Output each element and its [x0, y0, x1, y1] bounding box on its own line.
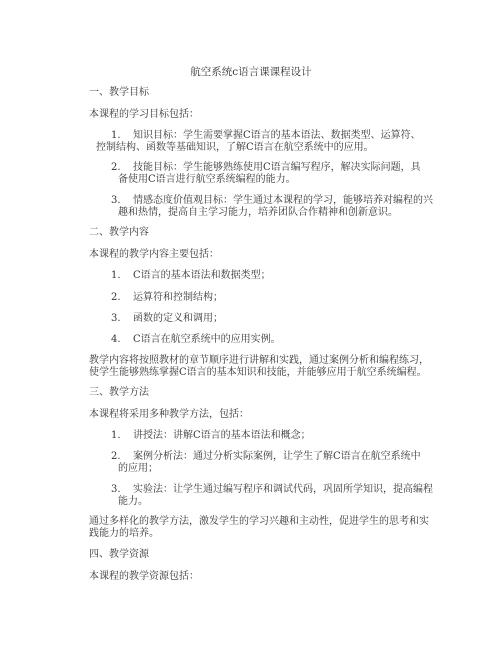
list-item-number: 1.: [111, 270, 121, 281]
list-item-text: 函数的定义和调用；: [133, 313, 223, 324]
list-item-number: 2.: [111, 451, 121, 462]
paragraph-line: 践能力的培养。: [89, 528, 159, 539]
paragraph-line: 通过多样化的教学方法，激发学生的学习兴趣和主动性，促进学生的思考和实: [89, 516, 429, 527]
list-item: [111, 334, 281, 346]
list-item: [111, 451, 421, 463]
list-item: [111, 484, 433, 496]
list-item-text: 讲授法：讲解C语言的基本语法和概念；: [133, 430, 311, 441]
list-item-number: 3.: [111, 484, 121, 495]
section-intro: 本课程的教学资源包括：: [89, 571, 199, 582]
document-title: 航空系统c语言课课程设计: [190, 66, 312, 78]
section-intro: 本课程的教学内容主要包括：: [89, 249, 219, 260]
list-item: [111, 430, 311, 442]
section-intro: 本课程将采用多种教学方法，包括：: [89, 409, 249, 420]
list-item-number: 4.: [111, 334, 121, 345]
list-item-continuation: 控制结构、函数等基础知识，了解C语言在航空系统中的应用。: [96, 142, 374, 153]
list-item-number: 3.: [111, 313, 121, 324]
list-item-text: 情感态度价值观目标：学生通过本课程的学习，能够培养对编程的兴: [133, 195, 433, 206]
list-item-text: C语言在航空系统中的应用实例。: [133, 334, 281, 345]
list-item-text: 案例分析法：通过分析实际案例，让学生了解C语言在航空系统中: [133, 451, 421, 462]
list-item: [111, 130, 421, 142]
section-heading: 一、教学目标: [89, 87, 149, 98]
section-heading: 二、教学内容: [89, 227, 149, 238]
list-item-continuation: 备使用C语言进行航空系统编程的能力。: [118, 174, 296, 185]
list-item-number: 1.: [111, 430, 121, 441]
list-item: [111, 270, 271, 282]
section-heading: 四、教学资源: [89, 549, 149, 560]
list-item-continuation: 的应用；: [118, 463, 158, 474]
section-heading: 三、教学方法: [89, 387, 149, 398]
list-item-text: C语言的基本语法和数据类型；: [133, 270, 271, 281]
list-item: [111, 292, 223, 304]
list-item: [111, 195, 433, 207]
section-intro: 本课程的学习目标包括：: [89, 109, 199, 120]
list-item-text: 实验法：让学生通过编写程序和调试代码，巩固所学知识，提高编程: [133, 484, 433, 495]
list-item-text: 技能目标：学生能够熟练使用C语言编写程序，解决实际问题，具: [133, 162, 421, 173]
paragraph-line: 使学生能够熟练掌握C语言的基本知识和技能，并能够应用于航空系统编程。: [89, 367, 427, 378]
paragraph-line: 教学内容将按照教材的章节顺序进行讲解和实践，通过案例分析和编程练习，: [89, 355, 429, 366]
list-item-number: 3.: [111, 195, 121, 206]
list-item-text: 知识目标：学生需要掌握C语言的基本语法、数据类型、运算符、: [133, 130, 421, 141]
list-item: [111, 162, 421, 174]
list-item-number: 2.: [111, 292, 121, 303]
list-item-continuation: 能力。: [118, 496, 148, 507]
list-item-text: 运算符和控制结构；: [133, 292, 223, 303]
list-item-continuation: 趣和热情，提高自主学习能力，培养团队合作精神和创新意识。: [118, 207, 398, 218]
list-item-number: 2.: [111, 162, 121, 173]
list-item-number: 1.: [111, 130, 121, 141]
list-item: [111, 313, 223, 325]
